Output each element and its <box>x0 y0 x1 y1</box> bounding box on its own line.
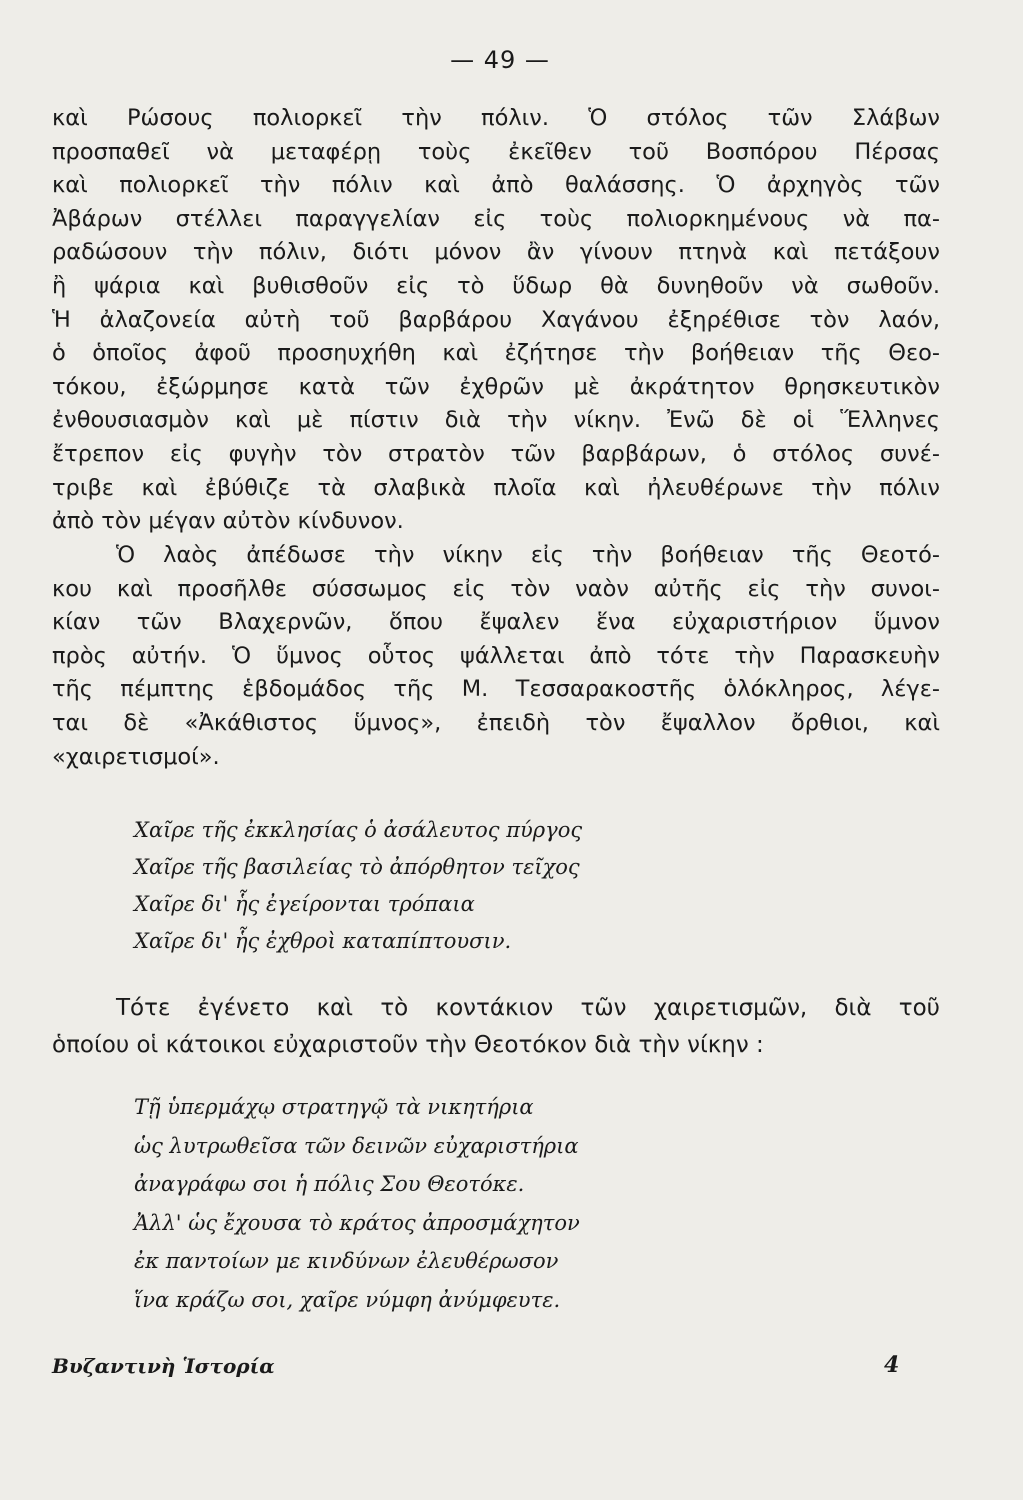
hymn-kontakion <box>134 1088 580 1319</box>
text-line: πρὸς αὐτήν. Ὁ ὕμνος οὗτος ψάλλεται ἀπὸ τότε τὴν Παρασκευὴν <box>52 642 940 669</box>
page-number: — 49 — <box>450 46 550 74</box>
verse-line: ὡς λυτρωθεῖσα τῶν δεινῶν εὐχαριστήρια <box>134 1133 579 1158</box>
text-line: ὁ ὁποῖος ἀφοῦ προσηυχήθη καὶ ἐζήτησε τὴν βοήθειαν τῆς Θεο- <box>52 340 940 367</box>
verse-line: Χαῖρε τῆς βασιλείας τὸ ἀπόρθητον τεῖχος <box>134 855 580 879</box>
text-line: ραδώσουν τὴν πόλιν, διότι μόνον ἂν γίνουν πτηνὰ καὶ πετάξουν <box>52 239 940 266</box>
hymn-chairetismoi <box>134 812 582 960</box>
text-line: «χαιρετισμοί». <box>52 743 220 770</box>
text-line: ἢ ψάρια καὶ βυθισθοῦν εἰς τὸ ὕδωρ θὰ δυνηθοῦν νὰ σωθοῦν. <box>52 272 940 299</box>
paragraph-kontakion <box>52 990 940 1064</box>
text-line: τόκου, ἐξώρμησε κατὰ τῶν ἐχθρῶν μὲ ἀκράτητον θρησκευτικὸν <box>52 373 940 400</box>
verse-line: Χαῖρε δι' ἧς ἐγείρονται τρόπαια <box>134 892 475 916</box>
text-line: Τότε ἐγένετο καὶ τὸ κοντάκιον τῶν χαιρετισμῶν, διὰ τοῦ <box>116 995 940 1021</box>
text-line: ἔτρεπον εἰς φυγὴν τὸν στρατὸν τῶν βαρβάρων, ὁ στόλος συνέ- <box>52 440 940 467</box>
text-line: τῆς πέμπτης ἑβδομάδος τῆς Μ. Τεσσαρακοστῆς ὁλόκληρος, λέγε- <box>52 676 940 703</box>
verse-line: Τῇ ὑπερμάχῳ στρατηγῷ τὰ νικητήρια <box>134 1095 534 1119</box>
text-line: Ὁ λαὸς ἀπέδωσε τὴν νίκην εἰς τὴν βοήθειαν τῆς Θεοτό- <box>116 542 940 568</box>
paragraph-akathist <box>52 539 940 774</box>
verse-line: ἀναγράφω σοι ἡ πόλις Σου Θεοτόκε. <box>134 1172 525 1196</box>
text-line: τριβε καὶ ἐβύθιζε τὰ σλαβικὰ πλοῖα καὶ ἠλευθέρωνε τὴν πόλιν <box>52 474 940 501</box>
paragraph-siege <box>52 102 940 539</box>
text-line: κίαν τῶν Βλαχερνῶν, ὅπου ἔψαλεν ἕνα εὐχαριστήριον ὕμνον <box>52 609 940 636</box>
text-line: καὶ πολιορκεῖ τὴν πόλιν καὶ ἀπὸ θαλάσσης. Ὁ ἀρχηγὸς τῶν <box>52 172 940 199</box>
text-line: καὶ Ρώσους πολιορκεῖ τὴν πόλιν. Ὁ στόλος τῶν Σλάβων <box>52 105 940 131</box>
text-line: Ἡ ἀλαζονεία αὐτὴ τοῦ βαρβάρου Χαγάνου ἐξηρέθισε τὸν λαόν, <box>52 306 940 333</box>
verse-line: Χαῖρε τῆς ἐκκλησίας ὁ ἀσάλευτος πύργος <box>134 818 583 842</box>
verse-line: ἐκ παντοίων με κινδύνων ἐλευθέρωσον <box>134 1249 559 1273</box>
text-line: ὁποίου οἱ κάτοικοι εὐχαριστοῦν τὴν Θεοτόκον διὰ τὴν νίκην : <box>52 1032 764 1058</box>
text-line: προσπαθεῖ νὰ μεταφέρῃ τοὺς ἐκεῖθεν τοῦ Βοσπόρου Πέρσας <box>52 138 940 165</box>
text-line: ται δὲ «Ἀκάθιστος ὕμνος», ἐπειδὴ τὸν ἔψαλλον ὄρθιοι, καὶ <box>52 709 940 736</box>
text-line: ἐνθουσιασμὸν καὶ μὲ πίστιν διὰ τὴν νίκην. Ἐνῶ δὲ οἱ Ἕλληνες <box>52 407 940 434</box>
text-line: κου καὶ προσῆλθε σύσσωμος εἰς τὸν ναὸν αὐτῆς εἰς τὴν συνοι- <box>52 575 940 602</box>
text-line: ἀπὸ τὸν μέγαν αὐτὸν κίνδυνον. <box>52 508 404 535</box>
verse-line: Ἀλλ' ὡς ἔχουσα τὸ κράτος ἀπροσμάχητον <box>134 1210 580 1235</box>
signature-mark: 4 <box>884 1352 900 1378</box>
verse-line: ἵνα κράζω σοι, χαῖρε νύμφη ἀνύμφευτε. <box>134 1287 561 1312</box>
text-line: Ἀβάρων στέλλει παραγγελίαν εἰς τοὺς πολιορκημένους νὰ πα- <box>52 205 940 232</box>
running-footer-title: Βυζαντινὴ Ἱστορία <box>52 1354 275 1378</box>
verse-line: Χαῖρε δι' ἧς ἐχθροὶ καταπίπτουσιν. <box>134 929 512 953</box>
